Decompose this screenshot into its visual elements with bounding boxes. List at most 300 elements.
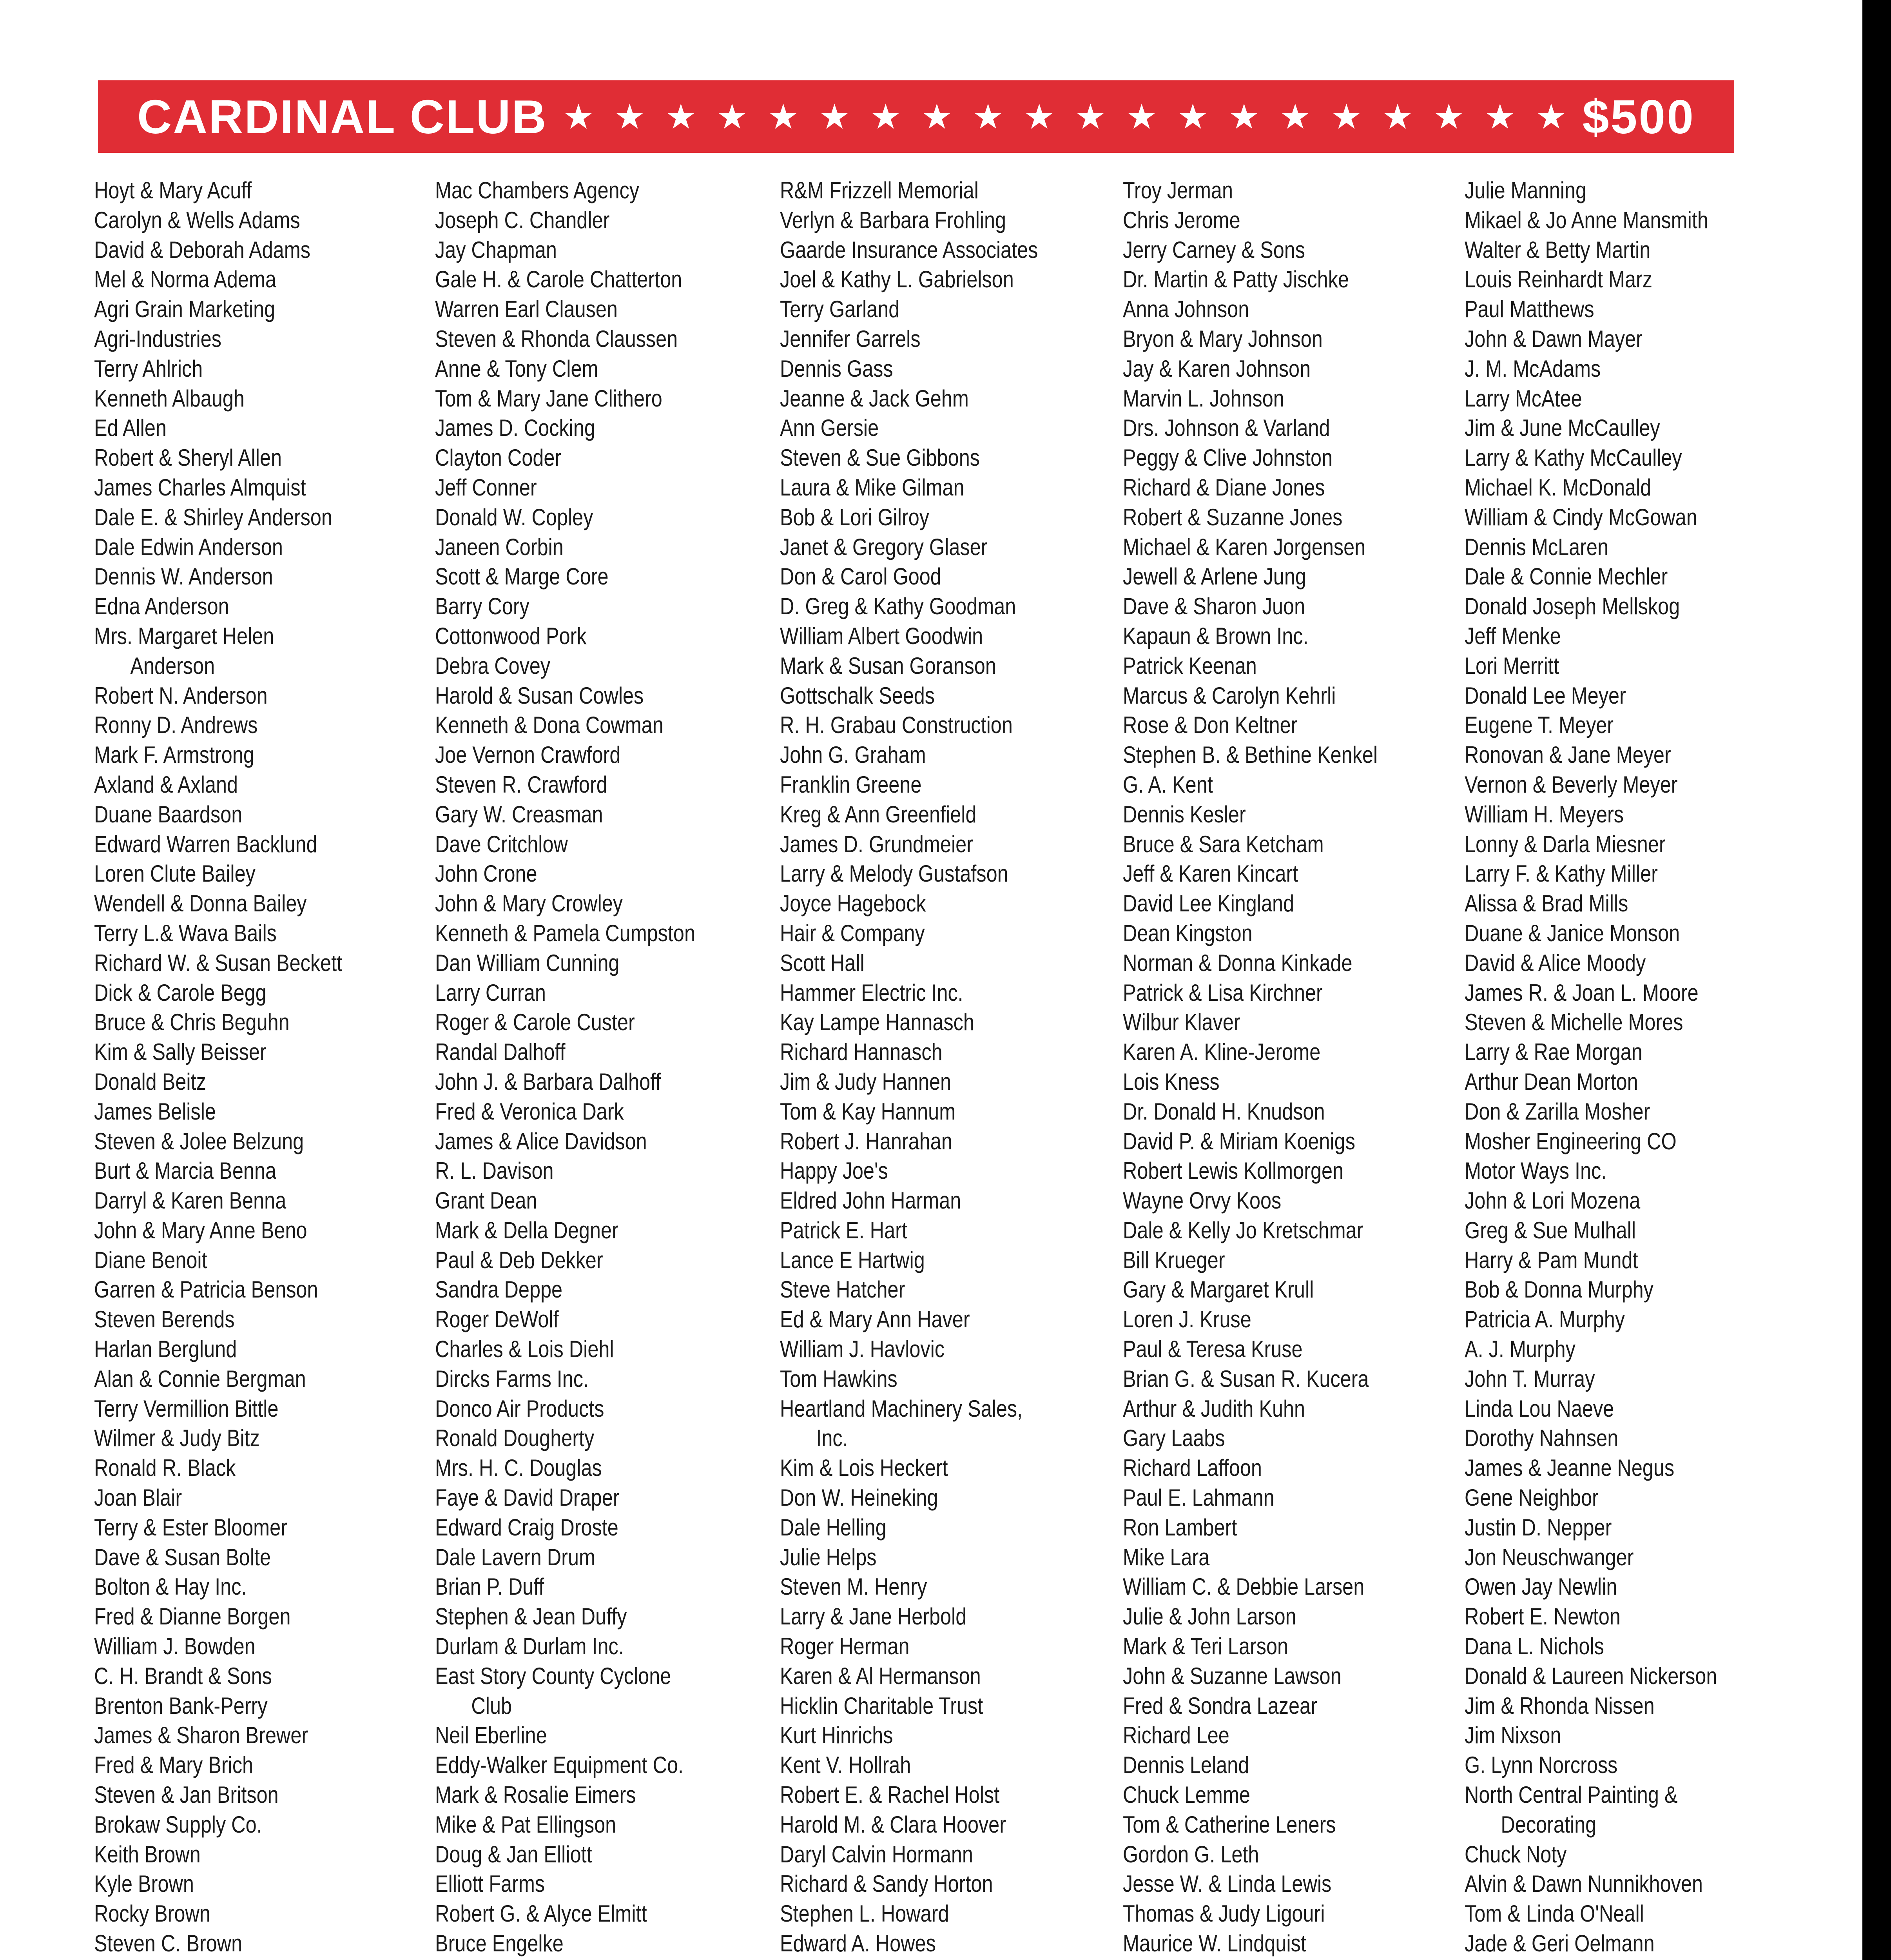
donor-entry: Motor Ways Inc. bbox=[1465, 1158, 1607, 1184]
donor-entry: Kim & Sally Beisser bbox=[94, 1039, 267, 1065]
donor-entry: John & Lori Mozena bbox=[1465, 1187, 1641, 1214]
donor-entry bbox=[94, 1958, 431, 1960]
donor-entry: Richard & Diane Jones bbox=[1123, 474, 1325, 501]
donor-entry: Mac Chambers Agency bbox=[435, 177, 640, 203]
donor-entry: Mark & Rosalie Eimers bbox=[435, 1782, 636, 1808]
donor-entry: James R. & Joan L. Moore bbox=[1465, 979, 1699, 1006]
donor-entry: Robert & Suzanne Jones bbox=[1123, 504, 1343, 530]
donor-entry: Mark & Della Degner bbox=[435, 1217, 618, 1243]
donor-entry: John Crone bbox=[435, 860, 537, 887]
donor-entry: Dale Helling bbox=[780, 1514, 887, 1541]
donor-entry: Walter & Betty Martin bbox=[1465, 236, 1651, 263]
donor-entry: Decorating bbox=[1501, 1811, 1597, 1838]
donor-entry: Dana L. Nichols bbox=[1465, 1633, 1604, 1660]
donor-entry: Louis Reinhardt Marz bbox=[1465, 266, 1653, 293]
donor-entry: Larry F. & Kathy Miller bbox=[1465, 860, 1658, 887]
donor-entry: Karen & Al Hermanson bbox=[780, 1662, 981, 1689]
donor-entry: Edna Anderson bbox=[94, 593, 229, 620]
donor-entry: Tom & Catherine Leners bbox=[1123, 1811, 1336, 1838]
donor-entry: William & Cindy McGowan bbox=[1465, 504, 1697, 530]
donor-entry: Bruce Engelke bbox=[435, 1930, 564, 1957]
donor-entry: Dale & Kelly Jo Kretschmar bbox=[1123, 1217, 1363, 1243]
donor-entry: Thomas & Judy Ligouri bbox=[1123, 1900, 1325, 1927]
star-icon: ★ bbox=[614, 97, 645, 136]
donor-entry: Daryl Calvin Hormann bbox=[780, 1841, 973, 1867]
donor-entry bbox=[1123, 1958, 1460, 1960]
donor-entry: Kyle Brown bbox=[94, 1871, 194, 1897]
donor-entry: Dale & Connie Mechler bbox=[1465, 563, 1668, 590]
donor-entry: Darryl & Karen Benna bbox=[94, 1187, 286, 1214]
donor-entry: Terry & Ester Bloomer bbox=[94, 1514, 287, 1541]
donor-entry: Carolyn & Wells Adams bbox=[94, 207, 300, 233]
donor-entry: Lance E Hartwig bbox=[780, 1247, 925, 1273]
donor-entry: Elliott Farms bbox=[435, 1871, 545, 1897]
donor-entry: Richard Laffoon bbox=[1123, 1455, 1262, 1481]
donor-entry: John T. Murray bbox=[1465, 1365, 1595, 1392]
donor-entry: Donald Beitz bbox=[94, 1068, 206, 1095]
donor-entry: Chris Jerome bbox=[1123, 207, 1240, 233]
donor-entry: G. Lynn Norcross bbox=[1465, 1752, 1618, 1779]
donor-entry: James & Jeanne Negus bbox=[1465, 1455, 1675, 1481]
donor-entry: Arthur & Judith Kuhn bbox=[1123, 1395, 1305, 1422]
donor-entry: Patrick & Lisa Kirchner bbox=[1123, 979, 1323, 1006]
donor-entry: Tom & Linda O'Neall bbox=[1465, 1900, 1644, 1927]
star-icon: ★ bbox=[768, 97, 799, 136]
donor-entry: Bruce & Chris Beguhn bbox=[94, 1009, 290, 1036]
donor-entry: Hoyt & Mary Acuff bbox=[94, 177, 252, 203]
donor-entry: Anne & Tony Clem bbox=[435, 355, 598, 382]
donor-entry: William J. Havlovic bbox=[780, 1336, 945, 1363]
donor-entry: Agri-Industries bbox=[94, 325, 221, 352]
donor-entry: Dan William Cunning bbox=[435, 949, 620, 976]
donor-entry: Hair & Company bbox=[780, 920, 925, 946]
donor-entry: Grant Dean bbox=[435, 1187, 537, 1214]
donor-entry: Edward Craig Droste bbox=[435, 1514, 618, 1541]
donor-entry: Steven & Sue Gibbons bbox=[780, 445, 980, 471]
donor-entry: Steven & Rhonda Claussen bbox=[435, 325, 678, 352]
donor-entry: D. Greg & Kathy Goodman bbox=[780, 593, 1016, 620]
banner-amount: $500 bbox=[1582, 90, 1695, 143]
donor-entry: Richard Lee bbox=[1123, 1722, 1229, 1749]
donor-entry: Steven Berends bbox=[94, 1306, 235, 1333]
donor-entry: Roger DeWolf bbox=[435, 1306, 559, 1333]
donor-entry: Faye & David Draper bbox=[435, 1485, 620, 1511]
donor-entry: Happy Joe's bbox=[780, 1158, 888, 1184]
donor-entry: Mike & Pat Ellingson bbox=[435, 1811, 616, 1838]
donor-entry: William J. Bowden bbox=[94, 1633, 256, 1660]
donor-entry: Patricia A. Murphy bbox=[1465, 1306, 1625, 1333]
donor-entry: Agri Grain Marketing bbox=[94, 296, 276, 323]
scan-edge-right bbox=[1862, 0, 1891, 1960]
donor-entry: Keith Brown bbox=[94, 1841, 201, 1867]
donor-entry: Jesse W. & Linda Lewis bbox=[1123, 1871, 1332, 1897]
donor-entry: Brenton Bank-Perry bbox=[94, 1692, 268, 1719]
donor-entry: Bolton & Hay Inc. bbox=[94, 1573, 247, 1600]
donor-entry: Jim & Rhonda Nissen bbox=[1465, 1692, 1655, 1719]
donor-entry: Bill Krueger bbox=[1123, 1247, 1225, 1273]
star-icon: ★ bbox=[1024, 97, 1055, 136]
donor-entry: Eugene T. Meyer bbox=[1465, 712, 1614, 739]
star-icon: ★ bbox=[665, 97, 696, 136]
donor-entry: Mark & Susan Goranson bbox=[780, 652, 996, 679]
donor-entry: Wilmer & Judy Bitz bbox=[94, 1425, 260, 1452]
donor-entry: Harold & Susan Cowles bbox=[435, 682, 644, 709]
donor-entry: Julie Manning bbox=[1465, 177, 1586, 203]
donor-list bbox=[94, 176, 1779, 1960]
donor-entry: Laura & Mike Gilman bbox=[780, 474, 965, 501]
donor-entry: Don & Carol Good bbox=[780, 563, 941, 590]
donor-entry: Vernon & Beverly Meyer bbox=[1465, 771, 1678, 798]
donor-entry: Rose & Don Keltner bbox=[1123, 712, 1298, 739]
donor-entry: James D. Grundmeier bbox=[780, 831, 973, 857]
star-icon: ★ bbox=[1075, 97, 1106, 136]
donor-entry: Robert N. Anderson bbox=[94, 682, 268, 709]
donor-entry: Jim & June McCaulley bbox=[1465, 415, 1660, 441]
donor-entry: Tom & Mary Jane Clithero bbox=[435, 385, 662, 412]
donor-entry: Dick & Carole Begg bbox=[94, 979, 267, 1006]
donor-entry: Larry Curran bbox=[435, 979, 546, 1006]
donor-entry: Gordon G. Leth bbox=[1123, 1841, 1259, 1867]
donor-entry: Terry L.& Wava Bails bbox=[94, 920, 277, 946]
donor-entry: Kenneth & Dona Cowman bbox=[435, 712, 664, 739]
donor-entry: Neil Eberline bbox=[435, 1722, 547, 1749]
donor-entry: Tom & Kay Hannum bbox=[780, 1098, 956, 1125]
donor-entry: J. M. McAdams bbox=[1465, 355, 1601, 382]
donor-entry: Kay Lampe Hannasch bbox=[780, 1009, 974, 1036]
donor-entry: Dale Edwin Anderson bbox=[94, 534, 283, 560]
donor-entry: Stephen & Jean Duffy bbox=[435, 1603, 627, 1630]
donor-entry: Kenneth & Pamela Cumpston bbox=[435, 920, 695, 946]
donor-entry: Troy Jerman bbox=[1123, 177, 1233, 203]
donor-entry: Robert E. Newton bbox=[1465, 1603, 1621, 1630]
donor-entry: Julie Helps bbox=[780, 1544, 877, 1570]
donor-entry: Randal Dalhoff bbox=[435, 1039, 566, 1065]
donor-entry: R. H. Grabau Construction bbox=[780, 712, 1013, 739]
donor-entry: Loren J. Kruse bbox=[1123, 1306, 1251, 1333]
donor-entry: Richard W. & Susan Beckett bbox=[94, 949, 343, 976]
donor-entry: Steven R. Crawford bbox=[435, 771, 607, 798]
donor-entry: Ronovan & Jane Meyer bbox=[1465, 742, 1671, 768]
donor-entry: Ronald Dougherty bbox=[435, 1425, 595, 1452]
donor-entry: Patrick E. Hart bbox=[780, 1217, 907, 1243]
donor-entry: Steven & Jolee Belzung bbox=[94, 1128, 304, 1154]
donor-entry: Kenneth Albaugh bbox=[94, 385, 245, 412]
donor-entry: Brokaw Supply Co. bbox=[94, 1811, 262, 1838]
donor-entry: Linda Lou Naeve bbox=[1465, 1395, 1614, 1422]
donor-entry: Harlan Berglund bbox=[94, 1336, 237, 1363]
star-icon: ★ bbox=[1228, 97, 1260, 136]
donor-entry: Hicklin Charitable Trust bbox=[780, 1692, 983, 1719]
donor-entry: Duane Baardson bbox=[94, 801, 243, 828]
donor-entry: John G. Graham bbox=[780, 742, 926, 768]
donor-entry: Ed & Mary Ann Haver bbox=[780, 1306, 970, 1333]
donor-entry: Stephen B. & Bethine Kenkel bbox=[1123, 742, 1378, 768]
donor-entry: David & Alice Moody bbox=[1465, 949, 1646, 976]
donor-entry: Michael K. McDonald bbox=[1465, 474, 1652, 501]
donor-entry: Paul Matthews bbox=[1465, 296, 1594, 323]
donor-entry: Wayne Orvy Koos bbox=[1123, 1187, 1282, 1214]
donor-entry: North Central Painting & bbox=[1465, 1782, 1678, 1808]
donor-entry: Gaarde Insurance Associates bbox=[780, 236, 1038, 263]
star-icon: ★ bbox=[819, 97, 850, 136]
donor-entry: Roger Herman bbox=[780, 1633, 910, 1660]
donor-entry: Dave Critchlow bbox=[435, 831, 568, 857]
donor-entry: Jewell & Arlene Jung bbox=[1123, 563, 1306, 590]
donor-entry: Joyce Hagebock bbox=[780, 890, 926, 917]
donor-entry: Steven & Jan Britson bbox=[94, 1782, 279, 1808]
donor-entry: Barry Cory bbox=[435, 593, 529, 620]
donor-entry: R&M Frizzell Memorial bbox=[780, 177, 979, 203]
donor-entry: Don & Zarilla Mosher bbox=[1465, 1098, 1650, 1125]
donor-entry: Clayton Coder bbox=[435, 445, 562, 471]
donor-entry: Eldred John Harman bbox=[780, 1187, 961, 1214]
donor-entry: Alan & Connie Bergman bbox=[94, 1365, 306, 1392]
donor-entry: Maurice W. Lindquist bbox=[1123, 1930, 1306, 1957]
donor-entry: Michael & Karen Jorgensen bbox=[1123, 534, 1366, 560]
donor-entry: Kreg & Ann Greenfield bbox=[780, 801, 977, 828]
donor-entry: Gottschalk Seeds bbox=[780, 682, 935, 709]
donor-entry: Bob & Donna Murphy bbox=[1465, 1276, 1653, 1303]
star-icon: ★ bbox=[716, 97, 748, 136]
donor-entry: Ed Allen bbox=[94, 415, 167, 441]
star-icon: ★ bbox=[1484, 97, 1516, 136]
donor-column-3 bbox=[780, 176, 1117, 1960]
donor-entry: Steven C. Brown bbox=[94, 1930, 243, 1957]
donor-entry: Chuck Lemme bbox=[1123, 1782, 1250, 1808]
donor-entry bbox=[1465, 1958, 1802, 1960]
donor-entry: Mrs. H. C. Douglas bbox=[435, 1455, 602, 1481]
donor-entry: Jade & Geri Oelmann bbox=[1465, 1930, 1655, 1957]
donor-entry: Dennis Gass bbox=[780, 355, 893, 382]
donor-entry: Scott Hall bbox=[780, 949, 865, 976]
donor-entry: Marvin L. Johnson bbox=[1123, 385, 1284, 412]
donor-entry: Bruce & Sara Ketcham bbox=[1123, 831, 1324, 857]
donor-entry: Mark & Teri Larson bbox=[1123, 1633, 1289, 1660]
donor-entry: Gary & Margaret Krull bbox=[1123, 1276, 1314, 1303]
donor-entry: Fred & Veronica Dark bbox=[435, 1098, 624, 1125]
donor-entry: Kapaun & Brown Inc. bbox=[1123, 622, 1309, 649]
donor-column-2 bbox=[435, 176, 772, 1960]
donor-entry: Jeanne & Jack Gehm bbox=[780, 385, 969, 412]
donor-entry: Brian P. Duff bbox=[435, 1573, 544, 1600]
donor-entry: Donald Lee Meyer bbox=[1465, 682, 1626, 709]
donor-entry: Robert G. & Alyce Elmitt bbox=[435, 1900, 647, 1927]
donor-entry: Wilbur Klaver bbox=[1123, 1009, 1240, 1036]
donor-entry: Dr. Donald H. Knudson bbox=[1123, 1098, 1325, 1125]
donor-entry: Terry Vermillion Bittle bbox=[94, 1395, 279, 1422]
donor-entry: Gale H. & Carole Chatterton bbox=[435, 266, 682, 293]
donor-entry: Justin D. Nepper bbox=[1465, 1514, 1612, 1541]
donor-entry: James Charles Almquist bbox=[94, 474, 306, 501]
donor-entry: Sandra Deppe bbox=[435, 1276, 563, 1303]
donor-column-1 bbox=[94, 176, 431, 1960]
donor-entry: Dave & Sharon Juon bbox=[1123, 593, 1305, 620]
donor-entry: Inc. bbox=[816, 1425, 848, 1452]
donor-entry: Edward A. Howes bbox=[780, 1930, 936, 1957]
donor-entry: Charles & Lois Diehl bbox=[435, 1336, 614, 1363]
donor-entry: Cottonwood Pork bbox=[435, 622, 587, 649]
donor-entry: R. L. Davison bbox=[435, 1158, 554, 1184]
donor-entry: Steve Hatcher bbox=[780, 1276, 905, 1303]
donor-entry: Ron Lambert bbox=[1123, 1514, 1237, 1541]
star-icon: ★ bbox=[1433, 97, 1465, 136]
donor-entry: Warren Earl Clausen bbox=[435, 296, 618, 323]
star-icon: ★ bbox=[563, 97, 594, 136]
donor-entry: Joan Blair bbox=[94, 1485, 182, 1511]
donor-entry: Larry & Rae Morgan bbox=[1465, 1039, 1643, 1065]
donor-entry: Gene Neighbor bbox=[1465, 1485, 1599, 1511]
donor-entry: Dennis Leland bbox=[1123, 1752, 1249, 1779]
donor-entry: James D. Cocking bbox=[435, 415, 595, 441]
donor-entry: Burt & Marcia Benna bbox=[94, 1158, 277, 1184]
donor-entry: Don W. Heineking bbox=[780, 1485, 938, 1511]
donor-entry: Ronald R. Black bbox=[94, 1455, 236, 1481]
donor-entry: Karen A. Kline-Jerome bbox=[1123, 1039, 1321, 1065]
donor-entry: Norman & Donna Kinkade bbox=[1123, 949, 1353, 976]
cardinal-club-banner bbox=[98, 80, 1734, 153]
donor-entry: Terry Ahlrich bbox=[94, 355, 203, 382]
star-icon: ★ bbox=[972, 97, 1004, 136]
donor-entry: Debra Covey bbox=[435, 652, 551, 679]
donor-entry bbox=[780, 1958, 1117, 1960]
star-icon: ★ bbox=[870, 97, 901, 136]
donor-entry: Heartland Machinery Sales, bbox=[780, 1395, 1023, 1422]
donor-entry: James & Alice Davidson bbox=[435, 1128, 647, 1154]
donor-entry: Kurt Hinrichs bbox=[780, 1722, 893, 1749]
donor-entry: Dennis W. Anderson bbox=[94, 563, 273, 590]
donor-entry: Dircks Farms Inc. bbox=[435, 1365, 589, 1392]
donor-entry: Jennifer Garrels bbox=[780, 325, 921, 352]
donor-entry: Jim Nixson bbox=[1465, 1722, 1561, 1749]
donor-entry: A. J. Murphy bbox=[1465, 1336, 1576, 1363]
donor-entry: Verlyn & Barbara Frohling bbox=[780, 207, 1006, 233]
donor-entry: Richard & Sandy Horton bbox=[780, 1871, 993, 1897]
star-icon: ★ bbox=[1126, 97, 1157, 136]
donor-entry: Steven M. Henry bbox=[780, 1573, 927, 1600]
donor-entry: Dennis Kesler bbox=[1123, 801, 1246, 828]
donor-entry: Scott & Marge Core bbox=[435, 563, 609, 590]
donor-entry: Donald W. Copley bbox=[435, 504, 593, 530]
donor-entry: William Albert Goodwin bbox=[780, 622, 983, 649]
donor-entry: Jeff & Karen Kincart bbox=[1123, 860, 1298, 887]
donor-entry: Dale E. & Shirley Anderson bbox=[94, 504, 332, 530]
donor-entry: Paul & Teresa Kruse bbox=[1123, 1336, 1303, 1363]
donor-entry: Jim & Judy Hannen bbox=[780, 1068, 952, 1095]
donor-entry: Doug & Jan Elliott bbox=[435, 1841, 592, 1867]
star-icon: ★ bbox=[1536, 97, 1567, 136]
donor-entry: Ann Gersie bbox=[780, 415, 879, 441]
donor-entry: Bryon & Mary Johnson bbox=[1123, 325, 1323, 352]
donor-entry: William H. Meyers bbox=[1465, 801, 1624, 828]
donor-entry: Rocky Brown bbox=[94, 1900, 210, 1927]
donor-entry: Alvin & Dawn Nunnikhoven bbox=[1465, 1871, 1703, 1897]
donor-entry: Peggy & Clive Johnston bbox=[1123, 445, 1333, 471]
donor-entry: Eddy-Walker Equipment Co. bbox=[435, 1752, 684, 1779]
donor-entry: Donald Joseph Mellskog bbox=[1465, 593, 1680, 620]
donor-entry: Tom Hawkins bbox=[780, 1365, 897, 1392]
star-icon: ★ bbox=[921, 97, 952, 136]
donor-entry: Anna Johnson bbox=[1123, 296, 1249, 323]
donor-entry: Dean Kingston bbox=[1123, 920, 1253, 946]
donor-entry: Donco Air Products bbox=[435, 1395, 604, 1422]
donor-entry: Harry & Pam Mundt bbox=[1465, 1247, 1638, 1273]
donor-entry: Edward Warren Backlund bbox=[94, 831, 317, 857]
donor-entry: Mike Lara bbox=[1123, 1544, 1210, 1570]
donor-entry: Fred & Mary Brich bbox=[94, 1752, 254, 1779]
donor-entry: Loren Clute Bailey bbox=[94, 860, 256, 887]
donor-entry: Club bbox=[471, 1692, 512, 1719]
donor-entry: Larry McAtee bbox=[1465, 385, 1582, 412]
donor-entry: Ronny D. Andrews bbox=[94, 712, 258, 739]
donor-entry: Axland & Axland bbox=[94, 771, 238, 798]
donor-entry: Gary Laabs bbox=[1123, 1425, 1225, 1452]
donor-entry: Larry & Jane Herbold bbox=[780, 1603, 967, 1630]
donor-entry: Julie & John Larson bbox=[1123, 1603, 1296, 1630]
donor-entry: John & Mary Anne Beno bbox=[94, 1217, 307, 1243]
donor-entry: Robert Lewis Kollmorgen bbox=[1123, 1158, 1344, 1184]
donor-entry: Steven & Michelle Mores bbox=[1465, 1009, 1683, 1036]
donor-column-5 bbox=[1465, 176, 1802, 1960]
donor-entry bbox=[435, 1958, 772, 1960]
star-icon: ★ bbox=[1280, 97, 1311, 136]
donor-entry: Joseph C. Chandler bbox=[435, 207, 610, 233]
donor-entry: Patrick Keenan bbox=[1123, 652, 1257, 679]
donor-entry: Garren & Patricia Benson bbox=[94, 1276, 318, 1303]
donor-entry: Fred & Sondra Lazear bbox=[1123, 1692, 1317, 1719]
donor-entry: Donald & Laureen Nickerson bbox=[1465, 1662, 1717, 1689]
donor-entry: Anderson bbox=[130, 652, 215, 679]
donor-entry: Joe Vernon Crawford bbox=[435, 742, 621, 768]
donor-entry: G. A. Kent bbox=[1123, 771, 1213, 798]
donor-entry: John & Dawn Mayer bbox=[1465, 325, 1643, 352]
donor-entry: Harold M. & Clara Hoover bbox=[780, 1811, 1006, 1838]
donor-entry: Fred & Dianne Borgen bbox=[94, 1603, 291, 1630]
donor-entry: Diane Benoit bbox=[94, 1247, 207, 1273]
donor-entry: Drs. Johnson & Varland bbox=[1123, 415, 1330, 441]
donor-column-4 bbox=[1123, 176, 1460, 1960]
donor-entry: Paul E. Lahmann bbox=[1123, 1485, 1275, 1511]
donor-entry: Mikael & Jo Anne Mansmith bbox=[1465, 207, 1708, 233]
donor-entry: Larry & Kathy McCaulley bbox=[1465, 445, 1682, 471]
donor-entry: Kim & Lois Heckert bbox=[780, 1455, 948, 1481]
donor-entry: Janet & Gregory Glaser bbox=[780, 534, 988, 560]
donor-entry: Kent V. Hollrah bbox=[780, 1752, 911, 1779]
donor-entry: David Lee Kingland bbox=[1123, 890, 1295, 917]
donor-entry: William C. & Debbie Larsen bbox=[1123, 1573, 1365, 1600]
donor-entry: Jay Chapman bbox=[435, 236, 557, 263]
donor-entry: Jeff Conner bbox=[435, 474, 537, 501]
donor-entry: Dorothy Nahnsen bbox=[1465, 1425, 1619, 1452]
donor-entry: Hammer Electric Inc. bbox=[780, 979, 963, 1006]
donor-entry: Roger & Carole Custer bbox=[435, 1009, 635, 1036]
donor-entry: Alissa & Brad Mills bbox=[1465, 890, 1628, 917]
donor-entry: Dale Lavern Drum bbox=[435, 1544, 595, 1570]
donor-entry: Lori Merritt bbox=[1465, 652, 1559, 679]
donor-entry: John J. & Barbara Dalhoff bbox=[435, 1068, 661, 1095]
star-icon: ★ bbox=[1177, 97, 1208, 136]
donor-entry: Arthur Dean Morton bbox=[1465, 1068, 1638, 1095]
donor-entry: David P. & Miriam Koenigs bbox=[1123, 1128, 1355, 1154]
donor-entry: James Belisle bbox=[94, 1098, 216, 1125]
donor-entry: David & Deborah Adams bbox=[94, 236, 310, 263]
donor-entry: Mel & Norma Adema bbox=[94, 266, 276, 293]
donor-entry: Gary W. Creasman bbox=[435, 801, 603, 828]
donor-entry: Jay & Karen Johnson bbox=[1123, 355, 1311, 382]
donor-entry: Larry & Melody Gustafson bbox=[780, 860, 1008, 887]
donor-entry: Brian G. & Susan R. Kucera bbox=[1123, 1365, 1369, 1392]
donor-entry: Jeff Menke bbox=[1465, 622, 1561, 649]
donor-entry: Joel & Kathy L. Gabrielson bbox=[780, 266, 1014, 293]
